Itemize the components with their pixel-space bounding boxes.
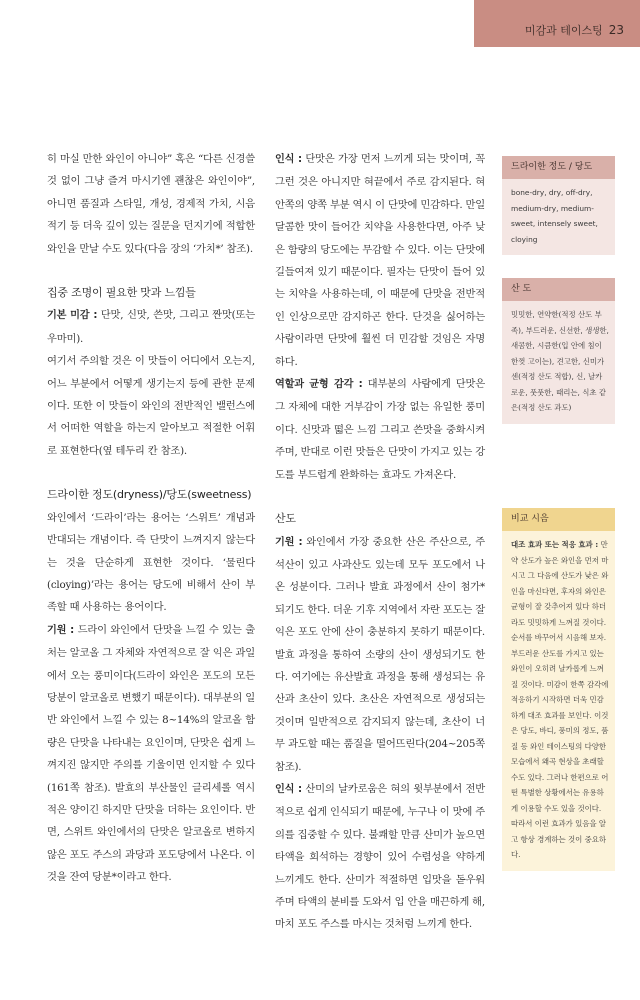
sweetness-balance-text: 대부분의 사람에게 단맛은 그 자체에 대한 거부감이 가장 없는 유일한 풍미이다. 신맛과 떫은 느낌 그리고 쓴맛을 중화시켜 주며, 반대로 이런 맛들은 단맛이 가지고 있는 강도를 부드럽게 완화하는 효과도 가져온다. <box>275 378 485 481</box>
sidebar-comparative-lead: 대조 효과 또는 적응 효과 : <box>511 540 599 549</box>
section-heading-acidity: 산도 <box>275 512 296 526</box>
sidebar-box-acidity <box>502 278 615 424</box>
sweetness-balance-paragraph <box>275 373 485 486</box>
sweetness-balance-term: 역할과 균형 감각 : <box>275 379 363 391</box>
sidebar-title-acidity: 산 도 <box>502 278 615 301</box>
sidebar-title-dryness: 드라이한 정도 / 당도 <box>502 156 615 179</box>
acidity-origin-paragraph <box>275 531 485 778</box>
dryness-definition-paragraph: 와인에서 ‘드라이’라는 용어는 ‘스위트’ 개념과 반대되는 개념이다. 즉 단맛이 느껴지지 않는다는 것을 단순하게 표현한 것이다. ‘물린다(cloying)’라는 용어는 당도에 비해서 산이 부족할 때 사용하는 용어이다. <box>47 511 255 614</box>
intro-paragraph: 히 마실 만한 와인이 아니야” 혹은 “다른 신경쓸 것 없이 그냥 즐겨 마시기엔 괜찮은 와인이야”, 아니면 품질과 스타일, 개성, 경제적 가치, 시음 적기 등 더욱 깊이 있는 질문을 던지기에 적합한 와인을 만날 수도 있다(다음 장의 ‘가치*’ 참조). <box>47 153 255 255</box>
sweetness-origin-term: 기원 : <box>47 624 75 636</box>
tastes-note-paragraph: 여기서 주의할 것은 이 맛들이 어디에서 오는지, 어느 부분에서 어떻게 생기는지 등에 관한 문제이다. 또한 이 맛들이 와인의 전반적인 밸런스에서 어떠한 역할을 하는지 알아보고 적절한 어휘로 표현한다(옆 테두리 칸 참조). <box>47 355 255 457</box>
sweetness-origin-paragraph <box>47 619 255 889</box>
sidebar-box-comparative <box>502 508 615 871</box>
sweetness-perception-term: 인식 : <box>275 154 302 165</box>
basic-tastes-text: 단맛, 신맛, 쓴맛, 그리고 짠맛(또는 우마미). <box>47 309 255 345</box>
sweetness-perception-text: 단맛은 가장 먼저 느끼게 되는 맛이며, 꼭 그런 것은 아니지만 혀끝에서 주로 감지된다. 혀 안쪽의 양쪽 부분 역시 이 단맛에 민감하다. 만일 달콤한 맛이 들어간 치약을 사용한다면, 아주 낮은 함량의 당도에는 무감할 수 있다. 이는 단맛에 길들여져 있기 때문이다. 필자는 단맛이 들어 있는 치약을 사용하는데, 이 때문에 단맛을 전반적인 인상으로만 감지하곤 한다. 단것을 싫어하는 사람이라면 단맛에 훨씬 더 민감할 것임은 자명하다. <box>275 153 485 368</box>
running-header <box>525 22 624 38</box>
sidebar-title-comparative: 비교 시음 <box>502 508 615 531</box>
sweetness-perception-paragraph <box>275 148 485 373</box>
basic-tastes-paragraph <box>47 304 255 350</box>
acidity-perception-text: 산미의 날카로움은 혀의 윗부분에서 전반적으로 쉽게 인식되기 때문에, 누구나 이 맛에 주의를 집중할 수 있다. 불쾌할 만큼 산미가 높으면 타액을 희석하는 경향이 있어 수렴성을 약하게 느끼게도 한다. 산미가 적절하면 입맛을 돋우워 주며 타액의 분비를 도와서 입 안을 매끈하게 해, 마치 포도 주스를 마시는 것처럼 느끼게 한다. <box>275 782 486 931</box>
section-heading-flavors: 집중 조명이 필요한 맛과 느낌들 <box>47 286 196 300</box>
column-left <box>47 148 255 889</box>
acidity-origin-text: 와인에서 가장 중요한 산은 주산으로, 주석산이 있고 사과산도 있는데 모두 포도에서 나온 성분이다. 그러나 발효 과정에서 산이 첨가*되기도 한다. 더운 기후 지역에서 자란 포도는 잘 익은 포도 안에 산이 충분하지 못하기 때문이다. 발효 과정을 통하여 소량의 산이 생성되기도 한다. 여기에는 유산발효 과정을 통해 생성되는 유산과 초산이 있다. 초산은 자연적으로 생성되는 것이며 일반적으로 감지되지 않는데, 초산이 너무 과도할 때는 품질을 떨어뜨린다(204~205쪽 참조). <box>275 535 485 773</box>
acidity-origin-term: 기원 : <box>275 536 303 548</box>
acidity-perception-paragraph <box>275 778 485 936</box>
sidebar-body-dryness: bone-dry, dry, off-dry, medium-dry, medium-sweet, intensely sweet, cloying <box>502 179 615 255</box>
sidebar-body-acidity: 밋밋한, 연약한(적정 산도 부족), 부드러운, 신선한, 생생한, 새콤한, 시큼한(입 안에 침이 한껏 고이는), 견고한, 신미가 센(적정 산도 적합), 신, 날카로운, 풋풋한, 때리는, 식초 같은(적정 산도 과도) <box>502 301 615 424</box>
sidebar-body-comparative <box>502 531 615 871</box>
page-number: 23 <box>608 23 624 37</box>
sidebar-box-dryness <box>502 156 615 255</box>
acidity-perception-term: 인식 : <box>275 783 302 795</box>
column-right <box>275 148 485 936</box>
basic-tastes-term: 기본 미감 : <box>47 310 98 322</box>
sweetness-origin-text: 드라이 와인에서 단맛을 느낄 수 있는 출처는 알코올 그 자체와 자연적으로 잘 익은 과일에서 오는 풍미이다(드라이 와인은 포도의 모든 당분이 알코올로 변했기 때문이다). 대부분의 일반 와인에서 느낄 수 있는 8~14%의 알코올 함량은 단맛을 나타내는 요인이며, 단맛은 쉽게 느껴지진 않지만 주의를 기울이면 인지할 수 있다(161쪽 참조). 발효의 부산물인 글리세롤 역시 적은 양이긴 하지만 단맛을 더하는 요인이다. 반면, 스위트 와인에서의 단맛은 알코올로 변하지 않은 포도 주스의 과당과 포도당에서 나온다. 이것을 잔여 당분*이라고 한다. <box>47 623 255 884</box>
sidebar-comparative-text: 만약 산도가 높은 와인을 먼저 마시고 그 다음에 산도가 낮은 와인을 마신다면, 후자의 와인은 균형이 잘 갖추어져 있다 하더라도 밋밋하게 느껴질 것이다. 순서를 바꾸어서 시음해 보자. 부드러운 산도를 가지고 있는 와인이 오히려 날카롭게 느껴질 것이다. 미감이 한쪽 감각에 적응하기 시작하면 더욱 민감하게 대조 효과를 보인다. 이것은 당도, 바디, 풍미의 정도, 품질 등 와인 테이스팅의 다양한 모습에서 왜곡 현상을 초래할 수도 있다. 그러나 한편으로 어떤 특별한 상황에서는 유용하게 이용할 수도 있을 것이다. 따라서 이런 효과가 있음을 알고 항상 경계하는 것이 중요하다. <box>511 540 609 859</box>
section-title: 미감과 테이스팅 <box>524 24 603 37</box>
section-heading-dryness: 드라이한 정도(dryness)/당도(sweetness) <box>47 488 252 502</box>
